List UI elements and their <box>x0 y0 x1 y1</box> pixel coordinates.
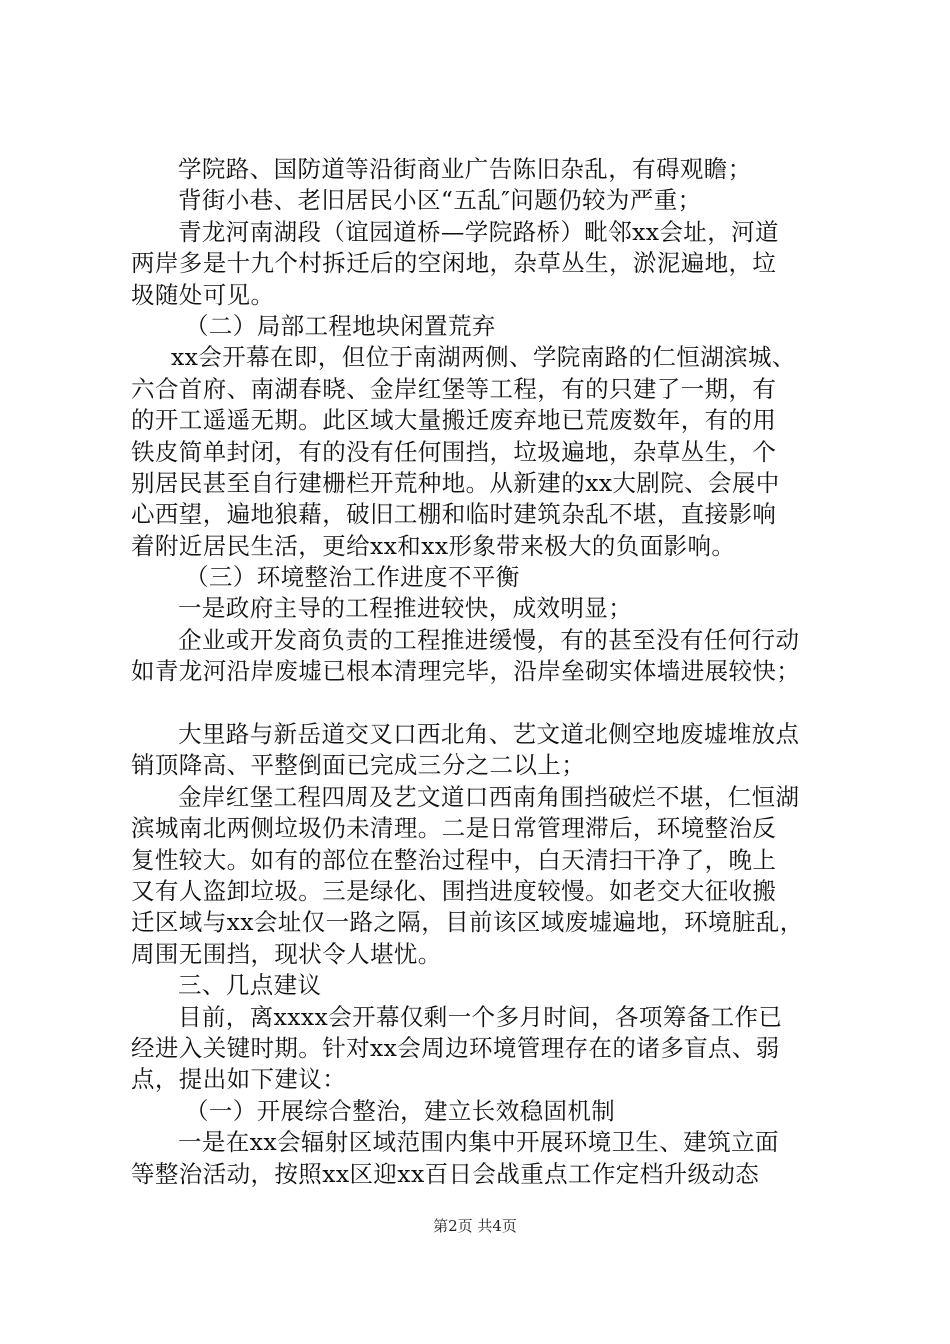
paragraph-line: 青龙河南湖段（谊园道桥—学院路桥）毗邻xx会址，河道 <box>178 217 779 246</box>
document-body <box>131 154 831 1190</box>
paragraph-line: 滨城南北两侧垃圾仍未清理。二是日常管理滞后，环境整治反 <box>131 814 777 843</box>
paragraph-line: 两岸多是十九个村拆迁后的空闲地，杂草丛生，淤泥遍地，垃 <box>131 249 777 278</box>
paragraph-line: 如青龙河沿岸废墟已根本清理完毕，沿岸垒砌实体墙进展较快； <box>131 657 801 686</box>
paragraph-line: 企业或开发商负责的工程推进缓慢，有的甚至没有任何行动 <box>178 625 800 654</box>
paragraph-line: 背街小巷、老旧居民小区“五乱″问题仍较为严重； <box>178 186 702 215</box>
paragraph-line: 周围无围挡，现状令人堪忧。 <box>131 939 442 968</box>
paragraph-line: 金岸红堡工程四周及艺文道口西南角围挡破烂不堪，仁恒湖 <box>178 782 800 811</box>
paragraph-line: 别居民甚至自行建栅栏开荒种地。从新建的xx大剧院、会展中 <box>131 468 780 497</box>
paragraph-line: 迁区域与xx会址仅一路之隔，目前该区域废墟遍地，环境脏乱， <box>131 908 804 937</box>
blank-line <box>131 688 831 719</box>
paragraph-line: 一是在xx会辐射区域范围内集中开展环境卫生、建筑立面 <box>178 1128 779 1157</box>
paragraph-line: 目前，离xxxx会开幕仅剩一个多月时间，各项筹备工作已 <box>178 1002 783 1031</box>
paragraph-line: 大里路与新岳道交叉口西北角、艺文道北侧空地废墟堆放点 <box>178 720 800 749</box>
section-heading: 三、几点建议 <box>178 971 322 1000</box>
paragraph-line: 经进入关键时期。针对xx会周边环境管理存在的诸多盲点、弱 <box>131 1033 780 1062</box>
paragraph-line: 销顶降高、平整倒面已完成三分之二以上； <box>131 751 586 780</box>
paragraph-line: 心西望，遍地狼藉，破旧工棚和临时建筑杂乱不堪，直接影响 <box>131 500 777 529</box>
paragraph-line: 复性较大。如有的部位在整治过程中，白天清扫干净了，晚上 <box>131 845 777 874</box>
paragraph-line: 学院路、国防道等沿街商业广告陈旧杂乱，有碍观瞻； <box>178 155 752 183</box>
page-footer <box>0 1216 950 1236</box>
paragraph-line: 又有人盗卸垃圾。三是绿化、围挡进度较慢。如老交大征收搬 <box>131 876 777 905</box>
paragraph-line: 的开工遥遥无期。此区域大量搬迁废弃地已荒废数年，有的用 <box>131 406 777 435</box>
section-heading: （一）开展综合整治，建立长效稳固机制 <box>185 1096 616 1125</box>
paragraph-line: 等整治活动，按照xx区迎xx百日会战重点工作定档升级动态 <box>131 1159 760 1188</box>
paragraph-line: 点，提出如下建议： <box>131 1065 347 1094</box>
paragraph-line: 圾随处可见。 <box>131 280 275 309</box>
paragraph-line: xx会开幕在即，但位于南湖两侧、学院南路的仁恒湖滨城、 <box>171 343 796 372</box>
paragraph-line: 铁皮简单封闭，有的没有任何围挡，垃圾遍地，杂草丛生，个 <box>131 437 777 466</box>
paragraph-line: 一是政府主导的工程推进较快，成效明显； <box>178 594 633 623</box>
paragraph-line: 着附近居民生活，更给xx和xx形象带来极大的负面影响。 <box>131 531 736 560</box>
paragraph-line: 六合首府、南湖春晓、金岸红堡等工程，有的只建了一期，有 <box>131 374 777 403</box>
section-heading: （二）局部工程地块闲置荒弃 <box>185 311 496 340</box>
section-heading: （三）环境整治工作进度不平衡 <box>185 563 520 592</box>
page-number: 第2页 共4页 <box>433 1217 517 1235</box>
